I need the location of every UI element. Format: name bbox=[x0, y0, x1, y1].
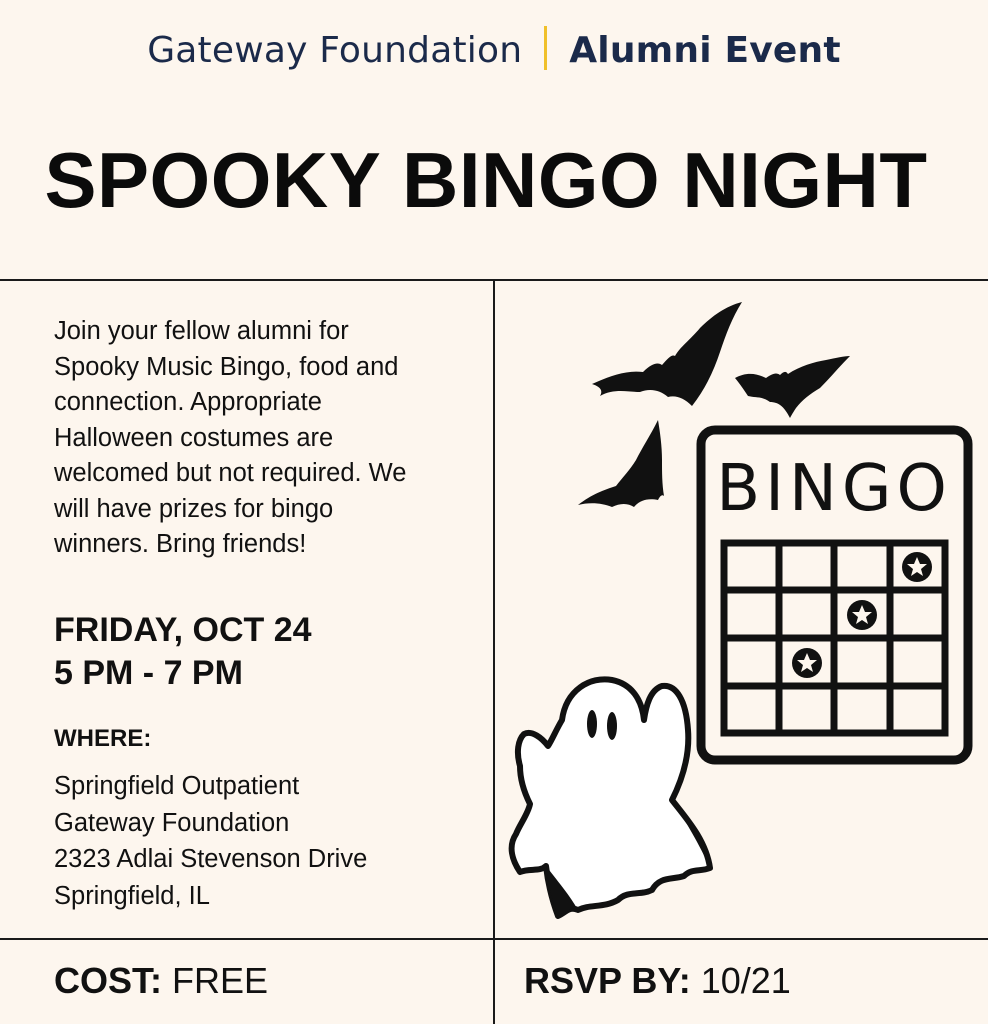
rsvp-label: RSVP BY: bbox=[524, 960, 691, 1001]
page-title: SPOOKY BINGO NIGHT bbox=[44, 136, 928, 224]
rsvp-value: 10/21 bbox=[700, 960, 791, 1001]
address-line: 2323 Adlai Stevenson Drive bbox=[54, 845, 368, 873]
star-icon bbox=[792, 648, 822, 678]
halloween-illustration bbox=[497, 282, 988, 938]
description-line: will have prizes for bingo bbox=[54, 494, 334, 523]
event-schedule bbox=[54, 609, 312, 695]
cost-info bbox=[54, 960, 268, 1002]
location-label: WHERE: bbox=[54, 725, 152, 752]
address-line: Springfield Outpatient bbox=[54, 772, 300, 800]
organization-name: Gateway Foundation bbox=[147, 29, 523, 71]
header bbox=[0, 0, 988, 100]
description-line: Halloween costumes are bbox=[54, 423, 334, 452]
bingo-card-icon bbox=[701, 430, 968, 760]
bingo-card-heading: BINGO bbox=[716, 452, 952, 526]
description-line: connection. Appropriate bbox=[54, 388, 322, 416]
event-time: 5 PM - 7 PM bbox=[54, 654, 243, 692]
event-type: Alumni Event bbox=[569, 29, 841, 71]
bat-icon bbox=[735, 356, 850, 418]
divider-vertical bbox=[493, 280, 495, 1024]
location-address bbox=[54, 768, 367, 914]
brand-lockup bbox=[147, 28, 841, 72]
address-line: Gateway Foundation bbox=[54, 808, 290, 837]
star-icon bbox=[847, 600, 877, 630]
address-line: Springfield, IL bbox=[54, 881, 210, 910]
cost-value: FREE bbox=[172, 960, 269, 1001]
rsvp-info bbox=[524, 960, 791, 1002]
divider-bottom bbox=[0, 938, 988, 940]
event-description bbox=[54, 314, 474, 563]
star-icon bbox=[902, 552, 932, 582]
bat-icon bbox=[578, 420, 664, 507]
cost-label: COST: bbox=[54, 960, 162, 1001]
ghost-icon bbox=[512, 679, 710, 916]
event-date: FRIDAY, OCT 24 bbox=[54, 611, 312, 649]
bat-icon bbox=[592, 302, 742, 406]
brand-divider bbox=[544, 26, 547, 70]
description-line: Spooky Music Bingo, food and bbox=[54, 352, 399, 381]
description-line: winners. Bring friends! bbox=[54, 530, 307, 558]
description-line: welcomed but not required. We bbox=[54, 459, 407, 487]
description-line: Join your fellow alumni for bbox=[54, 317, 349, 345]
